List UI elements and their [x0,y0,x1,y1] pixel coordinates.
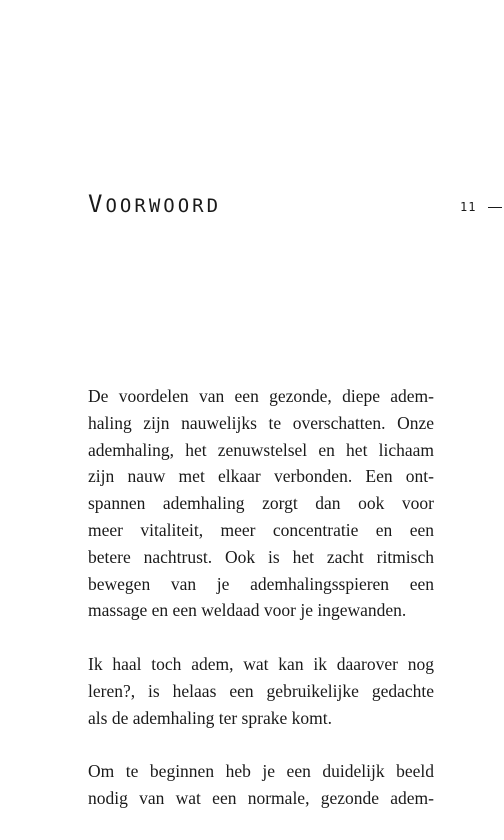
paragraph-line: zijn nauw met elkaar verbonden. Een ont- [88,466,434,487]
paragraph-line: als de ademhaling ter sprake komt. [88,707,332,728]
paragraph-line: bewegen van je ademhalingsspieren een [88,573,434,594]
paragraph-line: spannen ademhaling zorgt dan ook voor [88,493,434,514]
paragraph-line: Om te beginnen heb je een duidelijk beeld [88,761,434,782]
body-text [88,383,434,839]
paragraph-3 [88,758,434,812]
paragraph-line: betere nachtrust. Ook is het zacht ritmisch [88,546,434,567]
page-marker-line [488,207,502,208]
page-marker [460,200,502,214]
paragraph-line: meer vitaliteit, meer concentratie en een [88,519,434,540]
paragraph-line: Ik haal toch adem, wat kan ik daarover nog [88,653,434,674]
paragraph-line: De voordelen van een gezonde, diepe adem- [88,386,434,406]
paragraph-line: massage en een weldaad voor je ingewanden. [88,600,407,621]
paragraph-1 [88,383,434,624]
page-number: 11 [460,200,477,214]
paragraph-line: leren?, is helaas een gebruikelijke gedachte [88,680,434,701]
paragraph-line: haling zijn nauwelijks te overschatten. Onze [88,412,434,433]
paragraph-line: ademhaling, het zenuwstelsel en het lichaam [88,439,434,460]
paragraph-line: nodig van wat een normale, gezonde adem- [88,787,434,808]
paragraph-2 [88,651,434,731]
chapter-title: VOORWOORD [88,190,222,218]
